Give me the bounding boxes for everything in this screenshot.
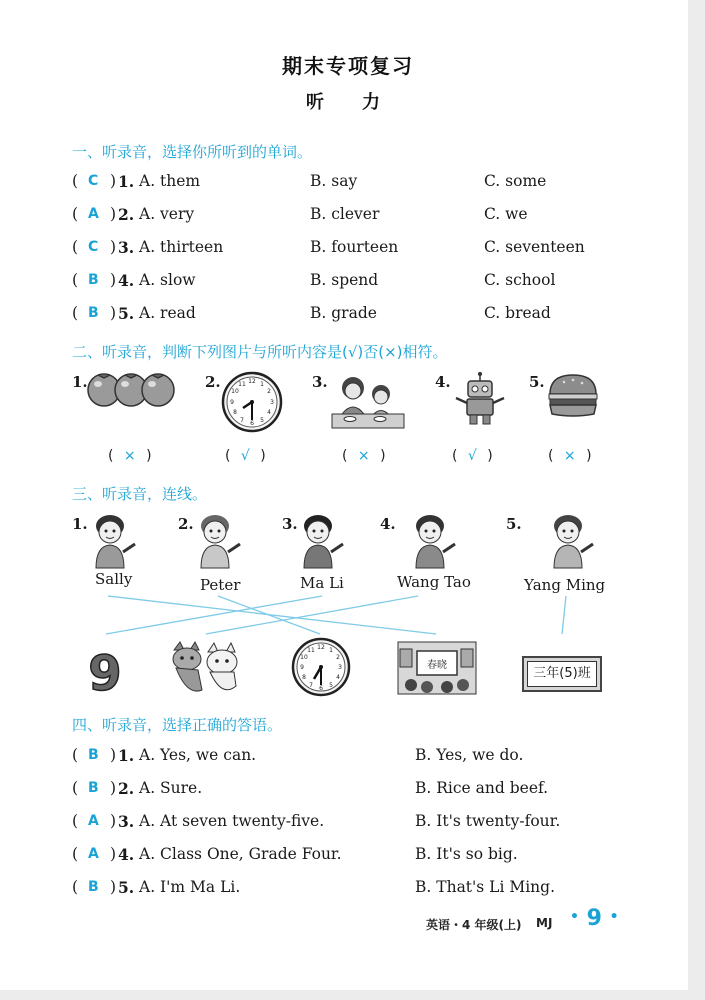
option-b: B. say	[310, 172, 358, 190]
paren-close: )	[110, 746, 117, 764]
option-a: A. At seven twenty-five.	[139, 812, 325, 830]
person-number: 4.	[380, 515, 396, 533]
edition-code: MJ	[536, 916, 553, 930]
option-b: B. It's twenty-four.	[415, 812, 561, 830]
class-sign-text: 三年(5)班	[527, 661, 597, 687]
mark-value: ×	[357, 448, 370, 464]
svg-text:8: 8	[233, 409, 237, 416]
classroom-picture	[397, 641, 477, 695]
svg-text:12: 12	[248, 378, 256, 385]
answer-letter[interactable]: B	[88, 780, 99, 796]
judgement-mark[interactable]: ( × )	[108, 448, 152, 464]
answer-letter[interactable]: C	[88, 173, 99, 189]
answer-letter[interactable]: B	[88, 272, 99, 288]
svg-text:4: 4	[267, 409, 271, 416]
paren-open: (	[72, 779, 79, 797]
children-at-table-picture	[328, 370, 408, 432]
option-b: B. Rice and beef.	[415, 779, 549, 797]
person-name: Peter	[200, 576, 241, 594]
question-number: 2.	[118, 779, 135, 798]
paren-open: (	[72, 746, 79, 764]
paren-open: (	[72, 812, 79, 830]
svg-text:1: 1	[329, 647, 333, 654]
person-picture	[193, 512, 243, 570]
section-1-heading: 一、听录音，选择你所听到的单词。	[72, 143, 313, 161]
paren-close: )	[110, 304, 117, 322]
hamburger-picture	[546, 372, 600, 418]
option-a: A. very	[139, 205, 195, 223]
svg-text:8: 8	[302, 674, 306, 681]
option-c: C. school	[484, 271, 556, 289]
question-number: 1.	[118, 172, 135, 191]
svg-text:7: 7	[240, 417, 244, 424]
option-a: A. slow	[139, 271, 196, 289]
mark-value: ×	[123, 448, 136, 464]
answer-letter[interactable]: A	[88, 813, 99, 829]
question-number: 2.	[118, 205, 135, 224]
picture-label: 4.	[435, 373, 451, 391]
person-name: Yang Ming	[524, 576, 606, 594]
number-nine-picture	[88, 646, 122, 696]
question-number: 4.	[118, 271, 135, 290]
paren-close: )	[110, 878, 117, 896]
paren-close: )	[110, 845, 117, 863]
person-picture	[546, 512, 596, 570]
option-a: A. Yes, we can.	[139, 746, 257, 764]
class-sign-picture	[522, 656, 602, 692]
two-cats-picture	[168, 640, 244, 696]
svg-text:6: 6	[250, 420, 254, 427]
person-number: 5.	[506, 515, 522, 533]
judgement-mark[interactable]: ( × )	[548, 448, 592, 464]
svg-text:3: 3	[270, 399, 274, 406]
match-line[interactable]	[106, 596, 322, 634]
person-name: Sally	[95, 570, 133, 588]
section-3-heading: 三、听录音，连线。	[72, 485, 208, 503]
option-c: C. some	[484, 172, 547, 190]
option-c: C. seventeen	[484, 238, 585, 256]
question-number: 1.	[118, 746, 135, 765]
paren-open: (	[72, 205, 79, 223]
person-number: 2.	[178, 515, 194, 533]
svg-text:10: 10	[231, 388, 239, 395]
answer-letter[interactable]: A	[88, 206, 99, 222]
svg-text:5: 5	[329, 682, 333, 689]
svg-text:1: 1	[260, 381, 264, 388]
option-a: A. Class One, Grade Four.	[139, 845, 342, 863]
person-picture	[88, 512, 138, 570]
option-a: A. Sure.	[139, 779, 203, 797]
option-b: B. fourteen	[310, 238, 399, 256]
answer-letter[interactable]: A	[88, 846, 99, 862]
svg-text:10: 10	[300, 654, 308, 661]
option-b: B. spend	[310, 271, 379, 289]
option-b: B. Yes, we do.	[415, 746, 524, 764]
robot-picture	[452, 372, 508, 428]
mark-value: √	[240, 448, 250, 464]
question-number: 4.	[118, 845, 135, 864]
answer-letter[interactable]: B	[88, 879, 99, 895]
question-number: 5.	[118, 304, 135, 323]
clock-picture-2	[290, 636, 352, 698]
option-a: A. them	[139, 172, 201, 190]
person-name: Ma Li	[300, 574, 344, 592]
paren-open: (	[72, 878, 79, 896]
svg-text:6: 6	[319, 685, 323, 692]
svg-text:7: 7	[309, 682, 313, 689]
judgement-mark[interactable]: ( √ )	[225, 448, 266, 464]
page-edge-bottom	[0, 990, 705, 1000]
paren-close: )	[110, 812, 117, 830]
book-info: 英语・4 年级(上)	[426, 918, 522, 932]
match-line[interactable]	[218, 596, 320, 634]
match-line[interactable]	[562, 596, 566, 634]
section-2-heading: 二、听录音，判断下列图片与所听内容是(√)否(×)相符。	[72, 343, 448, 361]
option-b: B. clever	[310, 205, 380, 223]
question-number: 5.	[118, 878, 135, 897]
page-number: • 9 •	[570, 906, 619, 931]
paren-close: )	[110, 238, 117, 256]
judgement-mark[interactable]: ( √ )	[452, 448, 493, 464]
answer-letter[interactable]: B	[88, 305, 99, 321]
option-c: C. bread	[484, 304, 551, 322]
paren-close: )	[110, 271, 117, 289]
svg-text:2: 2	[267, 388, 271, 395]
paren-open: (	[72, 172, 79, 190]
paren-close: )	[110, 779, 117, 797]
svg-text:3: 3	[338, 664, 342, 671]
clock-picture	[220, 370, 284, 434]
option-b: B. grade	[310, 304, 377, 322]
person-picture	[296, 512, 346, 570]
svg-text:5: 5	[260, 417, 264, 424]
option-a: A. thirteen	[139, 238, 224, 256]
svg-text:11: 11	[238, 381, 246, 388]
person-picture	[408, 512, 458, 570]
svg-text:9: 9	[300, 664, 304, 671]
answer-letter[interactable]: C	[88, 239, 99, 255]
answer-letter[interactable]: B	[88, 747, 99, 763]
option-b: B. That's Li Ming.	[415, 878, 556, 896]
picture-label: 1.	[72, 373, 88, 391]
svg-text:2: 2	[336, 654, 340, 661]
paren-open: (	[72, 238, 79, 256]
paren-open: (	[72, 304, 79, 322]
option-a: A. I'm Ma Li.	[139, 878, 241, 896]
page-edge-right	[688, 0, 705, 1000]
option-c: C. we	[484, 205, 528, 223]
picture-label: 2.	[205, 373, 221, 391]
page-number-value: 9	[586, 906, 602, 931]
svg-text:9: 9	[230, 399, 234, 406]
paren-open: (	[72, 845, 79, 863]
page-subtitle: 听 力	[306, 92, 390, 113]
svg-text:9: 9	[88, 646, 122, 696]
page-title: 期末专项复习	[282, 54, 414, 78]
person-number: 3.	[282, 515, 298, 533]
svg-text:12: 12	[317, 644, 325, 651]
judgement-mark[interactable]: ( × )	[342, 448, 386, 464]
mark-value: ×	[563, 448, 576, 464]
picture-label: 3.	[312, 373, 328, 391]
question-number: 3.	[118, 812, 135, 831]
board-text: 春晓	[427, 660, 447, 671]
question-number: 3.	[118, 238, 135, 257]
tomatoes-picture	[86, 368, 178, 410]
option-a: A. read	[139, 304, 196, 322]
person-number: 1.	[72, 515, 88, 533]
picture-label: 5.	[529, 373, 545, 391]
section-4-heading: 四、听录音，选择正确的答语。	[72, 716, 283, 734]
mark-value: √	[467, 448, 477, 464]
matching-lines	[0, 590, 705, 640]
svg-text:4: 4	[336, 674, 340, 681]
option-b: B. It's so big.	[415, 845, 518, 863]
svg-text:11: 11	[307, 647, 315, 654]
paren-close: )	[110, 205, 117, 223]
paren-open: (	[72, 271, 79, 289]
person-name: Wang Tao	[397, 573, 471, 591]
paren-close: )	[110, 172, 117, 190]
